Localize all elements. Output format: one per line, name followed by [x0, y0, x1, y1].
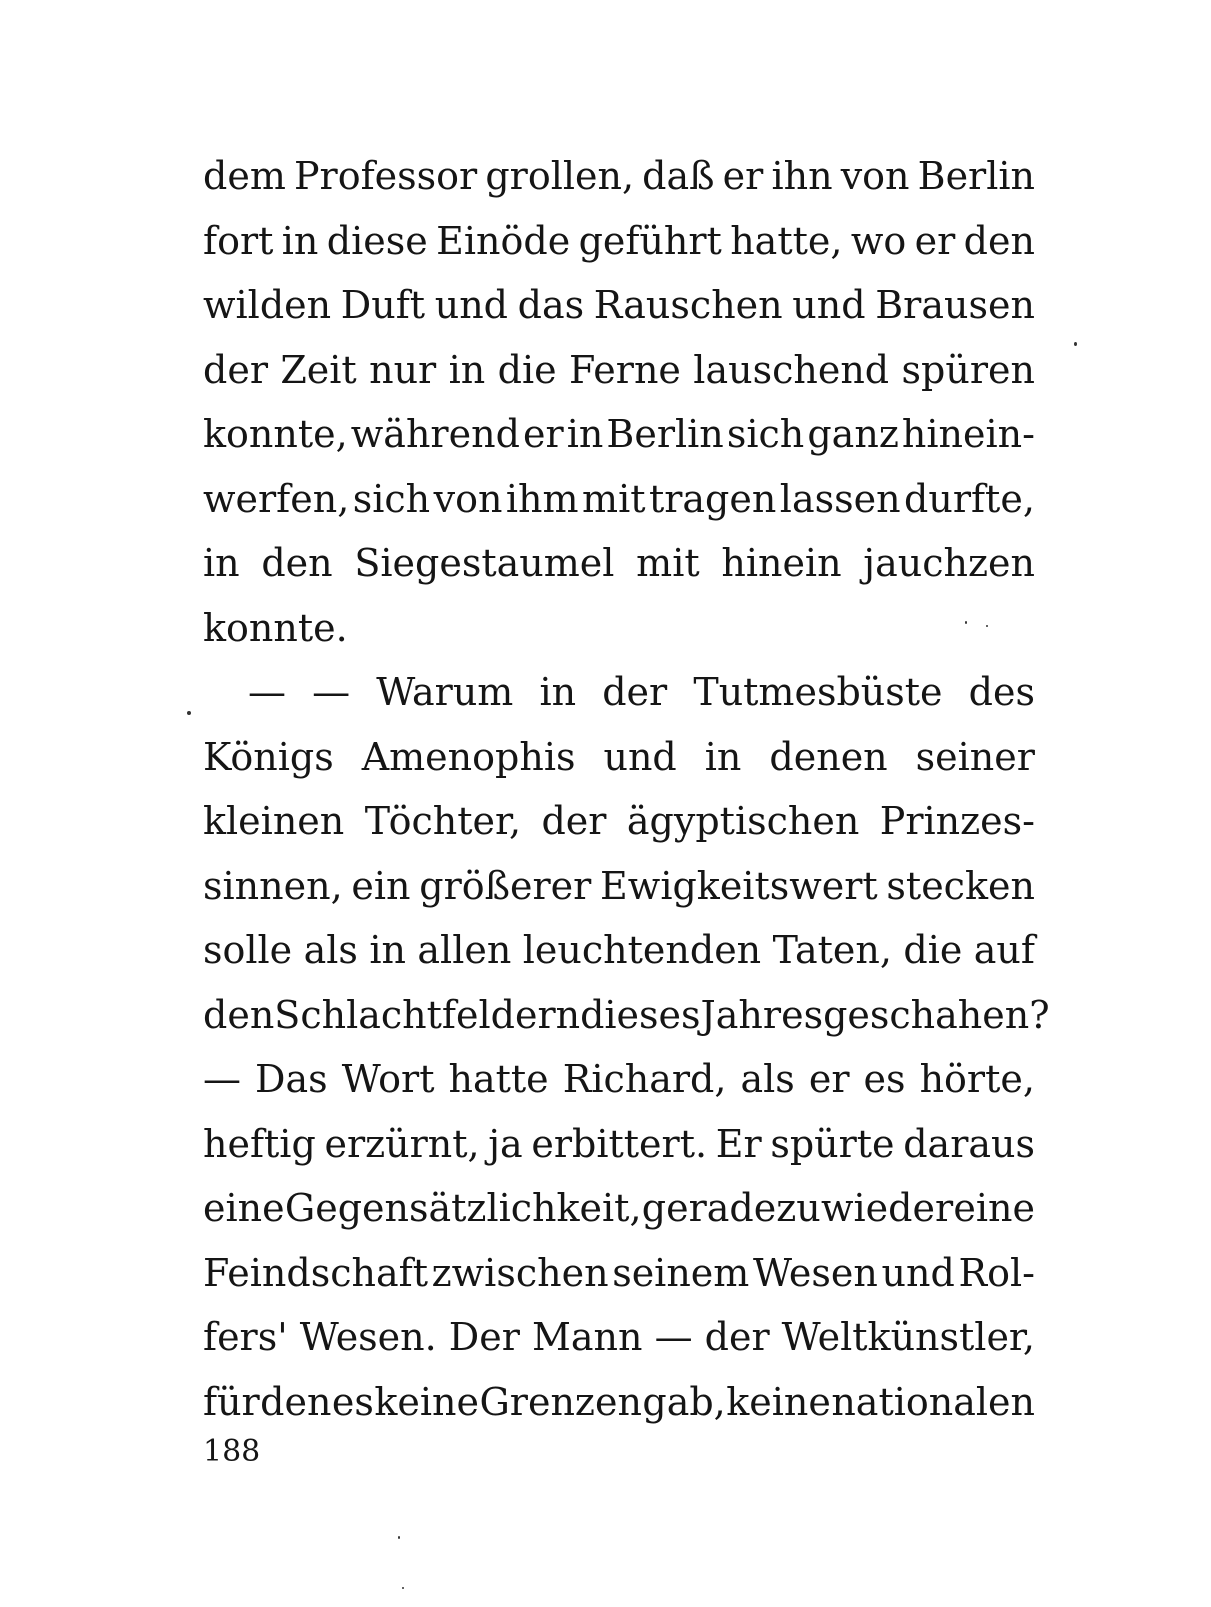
word: spüren — [901, 347, 1035, 392]
word: Duft — [340, 283, 426, 327]
text-line — [203, 983, 1050, 1048]
word: keine — [726, 1379, 831, 1424]
word: diese — [326, 218, 428, 263]
word: sinnen, — [203, 863, 343, 908]
text-line — [203, 402, 1035, 467]
word: Wesen — [752, 1250, 878, 1295]
word: dieses — [580, 992, 701, 1037]
word: die — [497, 347, 557, 392]
word: Grenzen — [479, 1379, 642, 1424]
word: den — [203, 992, 275, 1037]
word: konnte. — [203, 605, 348, 650]
word: — — [203, 1057, 241, 1101]
word: solle — [203, 928, 293, 972]
word: ihm — [505, 476, 579, 521]
word: den — [260, 1379, 332, 1424]
word: eine — [203, 1186, 285, 1230]
word: ganz — [807, 412, 899, 456]
text-line — [203, 273, 1035, 338]
word: es — [331, 1379, 374, 1424]
word: Taten, — [772, 928, 892, 972]
word: fers' — [203, 1315, 288, 1359]
text-line — [203, 1112, 1035, 1177]
word: er — [914, 218, 956, 263]
word: konnte, — [203, 412, 348, 456]
word: heftig — [203, 1121, 316, 1166]
word: die — [903, 928, 963, 972]
word: den — [963, 218, 1035, 263]
word: leuchtenden — [522, 928, 762, 972]
word: der — [704, 1315, 770, 1359]
word: mit — [582, 476, 646, 521]
word: er — [522, 412, 564, 456]
word: Richard, — [562, 1057, 727, 1101]
text-line — [203, 1305, 1035, 1370]
word: der — [203, 347, 268, 392]
text-line — [203, 725, 1035, 790]
word: dem — [203, 154, 286, 198]
word: Wesen. — [299, 1315, 437, 1359]
word: Weltkünstler, — [781, 1315, 1035, 1359]
word: eine — [953, 1186, 1035, 1230]
word: seiner — [915, 734, 1035, 779]
word: als — [740, 1057, 795, 1101]
scan-speck — [1074, 342, 1077, 346]
word: — — [654, 1315, 693, 1359]
word: Feindschaft — [203, 1250, 428, 1295]
word: Gegensätzlichkeit, — [284, 1186, 642, 1230]
word: Der — [448, 1315, 520, 1359]
word: denen — [769, 734, 888, 779]
word: Siegestaumel — [354, 541, 615, 585]
word: daraus — [903, 1121, 1035, 1166]
word: allen — [417, 928, 512, 972]
word: Schlachtfeldern — [274, 992, 581, 1037]
word: und — [792, 283, 866, 327]
word: in — [281, 218, 319, 263]
text-line — [203, 209, 1035, 274]
word: Töchter, — [364, 799, 522, 843]
word: als — [303, 928, 358, 972]
word: geschahen? — [823, 992, 1050, 1037]
text-line — [203, 660, 1035, 725]
scan-speck — [965, 621, 967, 624]
word: keine — [374, 1379, 479, 1424]
word: fort — [203, 218, 274, 263]
word: werfen, — [203, 476, 350, 521]
word: hinein- — [901, 412, 1035, 456]
word: Brausen — [875, 283, 1035, 327]
text-line — [203, 144, 1035, 209]
word: von — [840, 154, 910, 198]
word: stecken — [886, 863, 1035, 908]
word: daß — [642, 154, 715, 198]
word: Berlin — [606, 412, 724, 456]
word: ja — [488, 1121, 523, 1166]
word: wieder — [820, 1186, 954, 1230]
word: Rol- — [958, 1250, 1035, 1295]
word: er — [722, 154, 764, 198]
word: Ewigkeitswert — [600, 863, 878, 908]
word: in — [203, 541, 240, 585]
word: ihn — [771, 154, 833, 198]
word: größerer — [419, 863, 592, 908]
word: in — [566, 412, 604, 456]
text-line — [203, 467, 1035, 532]
word: auf — [973, 928, 1035, 972]
word: ein — [351, 863, 411, 908]
text-line — [203, 1241, 1035, 1306]
scan-speck — [402, 1587, 404, 1589]
word: Warum — [376, 670, 514, 714]
word: hatte, — [730, 218, 843, 263]
scan-speck — [986, 625, 988, 627]
page-number: 188 — [203, 1434, 261, 1469]
body-text — [203, 144, 1050, 1434]
scan-speck — [398, 1536, 400, 1539]
text-line — [203, 531, 1035, 596]
word: Rauschen — [593, 283, 783, 327]
word: in — [369, 928, 406, 972]
word: der — [602, 670, 668, 714]
word: nationalen — [831, 1379, 1035, 1424]
word: das — [517, 283, 585, 327]
text-line — [203, 789, 1035, 854]
word: seinem — [612, 1250, 750, 1295]
word: Jahres — [700, 992, 824, 1037]
word: durfte, — [904, 476, 1035, 521]
word: Professor — [293, 154, 478, 198]
word: lauschend — [693, 347, 890, 392]
word: grollen, — [485, 154, 635, 198]
word: es — [863, 1057, 906, 1101]
word: sich — [352, 476, 431, 521]
word: lassen — [779, 476, 901, 521]
word: für — [203, 1379, 260, 1424]
word: Wort — [341, 1057, 435, 1101]
text-line — [203, 338, 1035, 403]
word: hatte — [448, 1057, 549, 1101]
word: erbittert. — [531, 1121, 708, 1166]
scan-speck — [187, 711, 191, 715]
word: nur — [369, 347, 437, 392]
word: spürte — [770, 1121, 895, 1166]
word: erzürnt, — [324, 1121, 480, 1166]
word: geführt — [578, 218, 722, 263]
word: und — [881, 1250, 955, 1295]
text-line — [203, 854, 1035, 919]
text-line — [203, 1176, 1035, 1241]
word: in — [539, 670, 577, 714]
word: sich — [726, 412, 805, 456]
word: Amenophis — [361, 734, 576, 779]
word: ägyptischen — [626, 799, 860, 843]
word: kleinen — [203, 799, 345, 843]
text-line — [203, 918, 1035, 983]
word: Tutmesbüste — [693, 670, 943, 714]
word: und — [434, 283, 508, 327]
word: mit — [636, 541, 700, 585]
word: Er — [715, 1121, 762, 1166]
word: Ferne — [569, 347, 681, 392]
word: von — [433, 476, 503, 521]
word: tragen — [648, 476, 777, 521]
word: Königs — [203, 734, 334, 779]
word: Mann — [531, 1315, 643, 1359]
word: Prinzes- — [879, 799, 1035, 843]
word: hinein — [721, 541, 842, 585]
word: jauchzen — [863, 541, 1035, 585]
text-line — [203, 1370, 1035, 1435]
word: hörte, — [919, 1057, 1035, 1101]
word: gab, — [642, 1379, 726, 1424]
word: in — [448, 347, 486, 392]
word: — — [312, 670, 351, 714]
word: Das — [255, 1057, 328, 1101]
word: des — [968, 670, 1035, 714]
word: wilden — [203, 283, 332, 327]
word: während — [350, 412, 520, 456]
word: Zeit — [280, 347, 357, 392]
word: — — [248, 670, 286, 714]
word: wo — [850, 218, 907, 263]
word: Berlin — [917, 154, 1035, 198]
word: zwischen — [431, 1250, 609, 1295]
word: er — [808, 1057, 850, 1101]
word: der — [541, 799, 607, 843]
text-line — [203, 596, 1035, 661]
word: Einöde — [436, 218, 571, 263]
text-line — [203, 1047, 1035, 1112]
word: und — [603, 734, 677, 779]
word: in — [704, 734, 742, 779]
word: geradezu — [641, 1186, 821, 1230]
word: den — [261, 541, 333, 585]
